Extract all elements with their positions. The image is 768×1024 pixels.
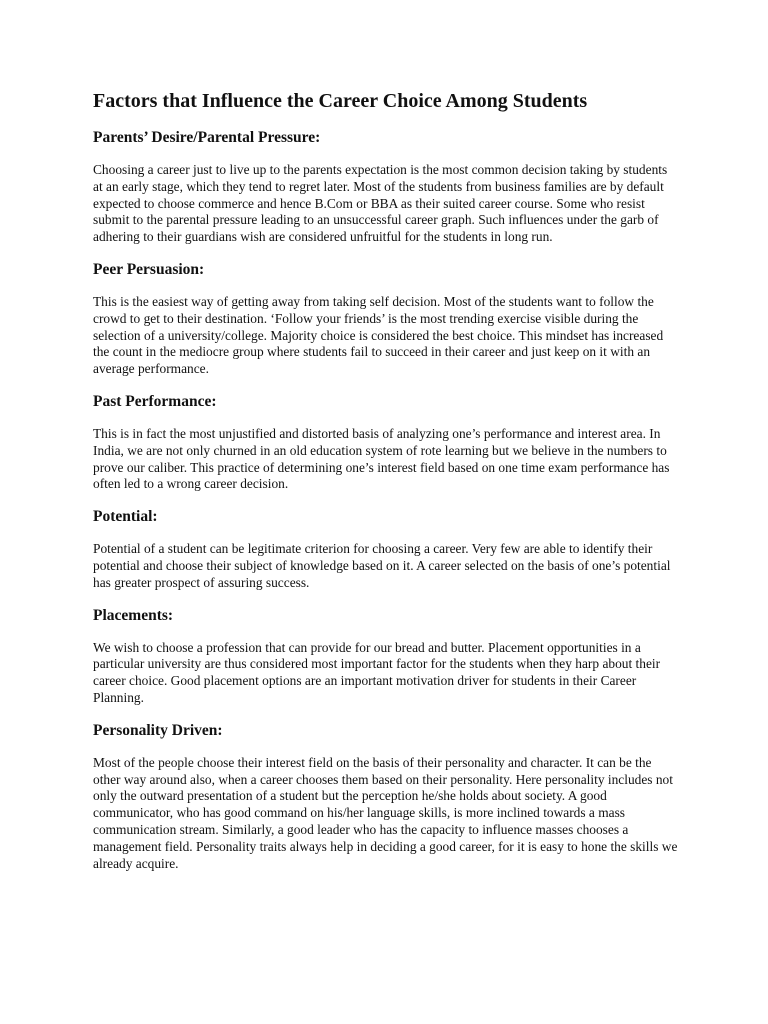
- section-paragraph: Choosing a career just to live up to the parents expectation is the most common decision taking by students at an early stage, which they tend to regret later. Most of the students from business families are by default expected to choose commerce and hence B.Com or BBA as their suited career course. Some who resist submit to the parental pressure leading to an unsuccessful career graph. Such influences under the garb of adhering to their guardians wish are considered unfruitful for the students in long run.: [93, 162, 668, 245]
- document-title: Factors that Influence the Career Choice Among Students: [93, 90, 588, 112]
- section-peer-persuasion: [93, 260, 678, 378]
- section-paragraph: We wish to choose a profession that can provide for our bread and butter. Placement opportunities in a particular university are thus considered most important factor for the students when they harp about their career choice. Good placement options are an important motivation driver for students in their Career Planning.: [93, 639, 661, 705]
- section-placements: [93, 606, 678, 707]
- section-heading: Placements:: [93, 606, 174, 624]
- section-heading: Peer Persuasion:: [93, 260, 205, 278]
- section-heading: Personality Driven:: [93, 721, 223, 739]
- section-heading: Parents’ Desire/Parental Pressure:: [93, 129, 321, 146]
- document-page: [93, 88, 678, 886]
- section-paragraph: Potential of a student can be legitimate criterion for choosing a career. Very few are able to identify their potential and choose their subject of knowledge based on it. A career selected on the basis of one’s potential has greater prospect of assuring success.: [93, 541, 671, 590]
- section-potential: [93, 507, 678, 591]
- section-past-performance: [93, 392, 678, 493]
- section-heading: Past Performance:: [93, 392, 217, 410]
- section-paragraph: This is the easiest way of getting away from taking self decision. Most of the students want to follow the crowd to get to their destination. ‘Follow your friends’ is the most trending exercise visible during the selection of a university/college. Majority choice is considered the best choice. This mindset has increased the count in the mediocre group where students fail to succeed in their career and just keep on it with an average performance.: [93, 293, 664, 377]
- section-paragraph: This is in fact the most unjustified and distorted basis of analyzing one’s performance and interest area. In India, we are not only churned in an old education system of rote learning but we believe in the numbers to prove our caliber. This practice of determining one’s interest field based on one time exam performance has often led to a wrong career decision.: [93, 425, 670, 492]
- section-paragraph: Most of the people choose their interest field on the basis of their personality and character. It can be the other way around also, when a career chooses them based on their personality. Here personality includes not only the outward presentation of a student but the perception he/she holds about society. A good communicator, who has good command on his/her language skills, is more inclined towards a mass communication stream. Similarly, a good leader who has the capacity to influence masses chooses a management field. Personality traits always help in deciding a good career, for it is easy to hone the skills we already acquire.: [93, 754, 678, 871]
- section-heading: Potential:: [93, 508, 158, 526]
- section-parental-pressure: [93, 128, 678, 246]
- section-personality-driven: [93, 721, 678, 873]
